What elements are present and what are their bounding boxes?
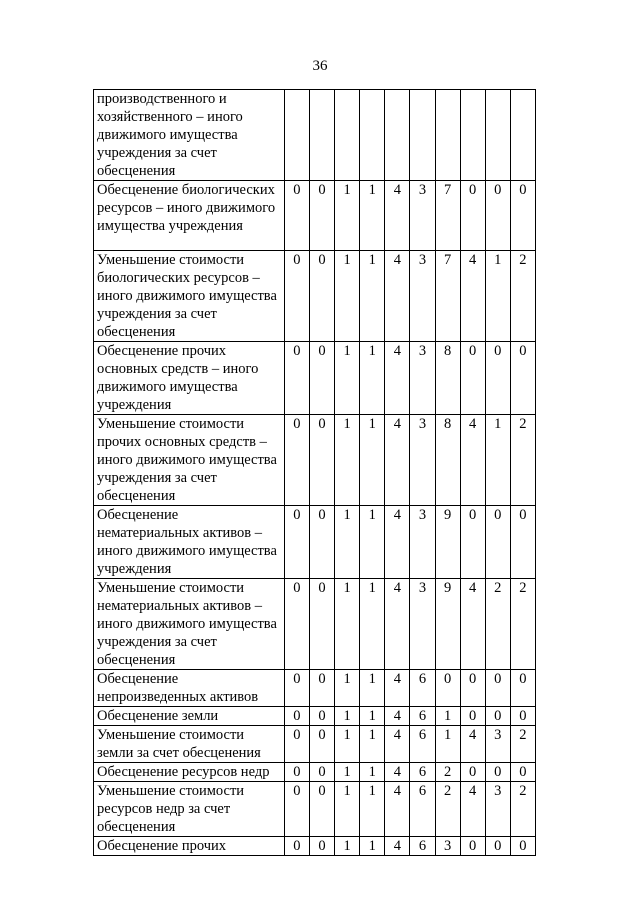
code-digit-cell: 1 (335, 726, 360, 763)
code-digit-cell: 1 (360, 782, 385, 837)
code-digit-cell: 4 (460, 415, 485, 506)
code-digit-cell: 1 (335, 181, 360, 251)
code-digit-cell: 0 (284, 782, 309, 837)
row-name-cell: Обесценение биологических ресурсов – иного движимого имущества учреждения (94, 181, 285, 251)
row-name-cell: производственного и хозяйственного – иного движимого имущества учреждения за счет обесценения (94, 90, 285, 181)
code-digit-cell: 0 (284, 415, 309, 506)
table-row (94, 763, 536, 782)
code-digit-cell (435, 90, 460, 181)
code-digit-cell: 1 (335, 707, 360, 726)
table-row (94, 506, 536, 579)
code-digit-cell: 9 (435, 579, 460, 670)
code-digit-cell: 9 (435, 506, 460, 579)
table-row (94, 837, 536, 856)
code-digit-cell: 0 (309, 251, 334, 342)
code-digit-cell (309, 90, 334, 181)
table-row (94, 415, 536, 506)
code-digit-cell: 0 (309, 342, 334, 415)
code-digit-cell: 6 (410, 782, 435, 837)
code-digit-cell: 1 (335, 782, 360, 837)
code-digit-cell: 0 (510, 837, 535, 856)
code-digit-cell: 1 (335, 251, 360, 342)
code-digit-cell: 0 (510, 342, 535, 415)
code-digit-cell: 1 (335, 506, 360, 579)
code-digit-cell: 0 (309, 579, 334, 670)
code-digit-cell: 0 (460, 342, 485, 415)
code-digit-cell: 3 (410, 251, 435, 342)
code-digit-cell: 0 (460, 506, 485, 579)
code-digit-cell: 4 (385, 707, 410, 726)
code-digit-cell: 0 (284, 837, 309, 856)
code-digit-cell (510, 90, 535, 181)
code-digit-cell: 1 (360, 707, 385, 726)
code-digit-cell: 0 (485, 763, 510, 782)
code-digit-cell: 0 (284, 763, 309, 782)
code-digit-cell: 4 (460, 579, 485, 670)
code-digit-cell: 1 (485, 415, 510, 506)
code-digit-cell (335, 90, 360, 181)
code-digit-cell: 2 (485, 579, 510, 670)
code-digit-cell: 7 (435, 181, 460, 251)
code-digit-cell: 1 (335, 342, 360, 415)
code-digit-cell: 1 (360, 415, 385, 506)
code-digit-cell (385, 90, 410, 181)
table-row (94, 342, 536, 415)
code-digit-cell: 4 (460, 726, 485, 763)
table-row (94, 782, 536, 837)
code-digit-cell (410, 90, 435, 181)
code-digit-cell: 0 (284, 506, 309, 579)
code-digit-cell: 4 (385, 181, 410, 251)
code-digit-cell: 2 (435, 782, 460, 837)
code-digit-cell: 4 (385, 837, 410, 856)
code-digit-cell: 0 (309, 707, 334, 726)
code-digit-cell: 0 (510, 670, 535, 707)
code-digit-cell: 1 (485, 251, 510, 342)
code-digit-cell: 2 (510, 579, 535, 670)
row-name-cell: Обесценение непроизведенных активов (94, 670, 285, 707)
code-digit-cell: 0 (510, 707, 535, 726)
code-digit-cell: 2 (510, 726, 535, 763)
code-digit-cell: 1 (335, 670, 360, 707)
row-name-cell: Обесценение ресурсов недр (94, 763, 285, 782)
code-digit-cell: 0 (460, 670, 485, 707)
code-digit-cell: 1 (335, 415, 360, 506)
code-digit-cell: 1 (335, 579, 360, 670)
code-digit-cell: 3 (410, 506, 435, 579)
code-digit-cell: 2 (435, 763, 460, 782)
code-digit-cell: 0 (284, 181, 309, 251)
row-name-cell: Уменьшение стоимости биологических ресурсов – иного движимого имущества учреждения за счет обесценения (94, 251, 285, 342)
code-digit-cell: 0 (284, 726, 309, 763)
code-digit-cell: 0 (309, 782, 334, 837)
row-name-cell: Обесценение прочих основных средств – иного движимого имущества учреждения (94, 342, 285, 415)
code-digit-cell: 0 (284, 251, 309, 342)
code-digit-cell: 0 (485, 670, 510, 707)
code-digit-cell: 4 (385, 763, 410, 782)
code-digit-cell (460, 90, 485, 181)
code-digit-cell: 1 (360, 726, 385, 763)
table-row (94, 251, 536, 342)
account-code-table (93, 89, 536, 856)
code-digit-cell: 4 (460, 782, 485, 837)
code-digit-cell: 0 (309, 763, 334, 782)
code-digit-cell: 4 (385, 726, 410, 763)
code-digit-cell: 6 (410, 837, 435, 856)
code-digit-cell: 6 (410, 763, 435, 782)
code-digit-cell: 4 (385, 782, 410, 837)
row-name-cell: Обесценение нематериальных активов – иного движимого имущества учреждения (94, 506, 285, 579)
code-digit-cell: 3 (485, 782, 510, 837)
code-digit-cell: 1 (360, 506, 385, 579)
code-digit-cell: 0 (460, 181, 485, 251)
code-digit-cell: 0 (485, 506, 510, 579)
code-digit-cell: 2 (510, 415, 535, 506)
code-digit-cell: 8 (435, 342, 460, 415)
row-name-cell: Обесценение прочих (94, 837, 285, 856)
code-digit-cell: 1 (360, 579, 385, 670)
row-name-cell: Уменьшение стоимости нематериальных активов – иного движимого имущества учреждения за счет обесценения (94, 579, 285, 670)
code-digit-cell: 2 (510, 782, 535, 837)
code-digit-cell: 4 (385, 670, 410, 707)
page-number: 36 (312, 58, 328, 74)
code-digit-cell: 0 (460, 707, 485, 726)
table-row (94, 707, 536, 726)
code-digit-cell: 3 (410, 181, 435, 251)
row-name-cell: Уменьшение стоимости ресурсов недр за счет обесценения (94, 782, 285, 837)
code-digit-cell: 1 (360, 251, 385, 342)
row-name-cell: Уменьшение стоимости прочих основных средств – иного движимого имущества учреждения за счет обесценения (94, 415, 285, 506)
code-digit-cell: 6 (410, 670, 435, 707)
code-digit-cell: 1 (435, 726, 460, 763)
code-digit-cell: 1 (360, 181, 385, 251)
table-row (94, 670, 536, 707)
code-digit-cell: 3 (410, 579, 435, 670)
code-digit-cell: 0 (485, 181, 510, 251)
code-digit-cell: 0 (510, 763, 535, 782)
code-digit-cell: 0 (309, 181, 334, 251)
code-digit-cell: 0 (309, 726, 334, 763)
code-digit-cell: 3 (410, 342, 435, 415)
code-digit-cell: 4 (385, 251, 410, 342)
code-digit-cell: 4 (385, 342, 410, 415)
code-digit-cell: 0 (284, 579, 309, 670)
code-digit-cell: 3 (410, 415, 435, 506)
row-name-cell: Обесценение земли (94, 707, 285, 726)
code-digit-cell: 0 (485, 837, 510, 856)
code-digit-cell: 6 (410, 707, 435, 726)
code-digit-cell (485, 90, 510, 181)
code-digit-cell: 0 (309, 837, 334, 856)
table-row (94, 579, 536, 670)
code-digit-cell: 3 (435, 837, 460, 856)
code-digit-cell: 0 (485, 342, 510, 415)
code-digit-cell: 1 (360, 837, 385, 856)
code-digit-cell: 1 (360, 670, 385, 707)
code-digit-cell: 4 (460, 251, 485, 342)
code-digit-cell: 1 (435, 707, 460, 726)
row-name-cell: Уменьшение стоимости земли за счет обесценения (94, 726, 285, 763)
code-digit-cell: 6 (410, 726, 435, 763)
code-digit-cell: 8 (435, 415, 460, 506)
code-digit-cell: 0 (309, 506, 334, 579)
code-digit-cell: 0 (284, 670, 309, 707)
code-digit-cell: 4 (385, 579, 410, 670)
table-row (94, 181, 536, 251)
code-digit-cell: 0 (460, 763, 485, 782)
code-digit-cell (360, 90, 385, 181)
code-digit-cell: 1 (335, 837, 360, 856)
code-digit-cell: 7 (435, 251, 460, 342)
code-digit-cell: 0 (460, 837, 485, 856)
code-digit-cell: 2 (510, 251, 535, 342)
code-digit-cell: 0 (510, 181, 535, 251)
code-digit-cell: 1 (335, 763, 360, 782)
table-row (94, 90, 536, 181)
code-digit-cell: 0 (309, 415, 334, 506)
code-digit-cell: 0 (485, 707, 510, 726)
code-digit-cell: 0 (284, 342, 309, 415)
code-digit-cell: 4 (385, 415, 410, 506)
code-digit-cell: 0 (435, 670, 460, 707)
code-digit-cell: 1 (360, 342, 385, 415)
code-digit-cell: 0 (309, 670, 334, 707)
table-row (94, 726, 536, 763)
code-digit-cell: 4 (385, 506, 410, 579)
code-digit-cell (284, 90, 309, 181)
code-digit-cell: 0 (510, 506, 535, 579)
code-digit-cell: 1 (360, 763, 385, 782)
code-digit-cell: 0 (284, 707, 309, 726)
code-digit-cell: 3 (485, 726, 510, 763)
